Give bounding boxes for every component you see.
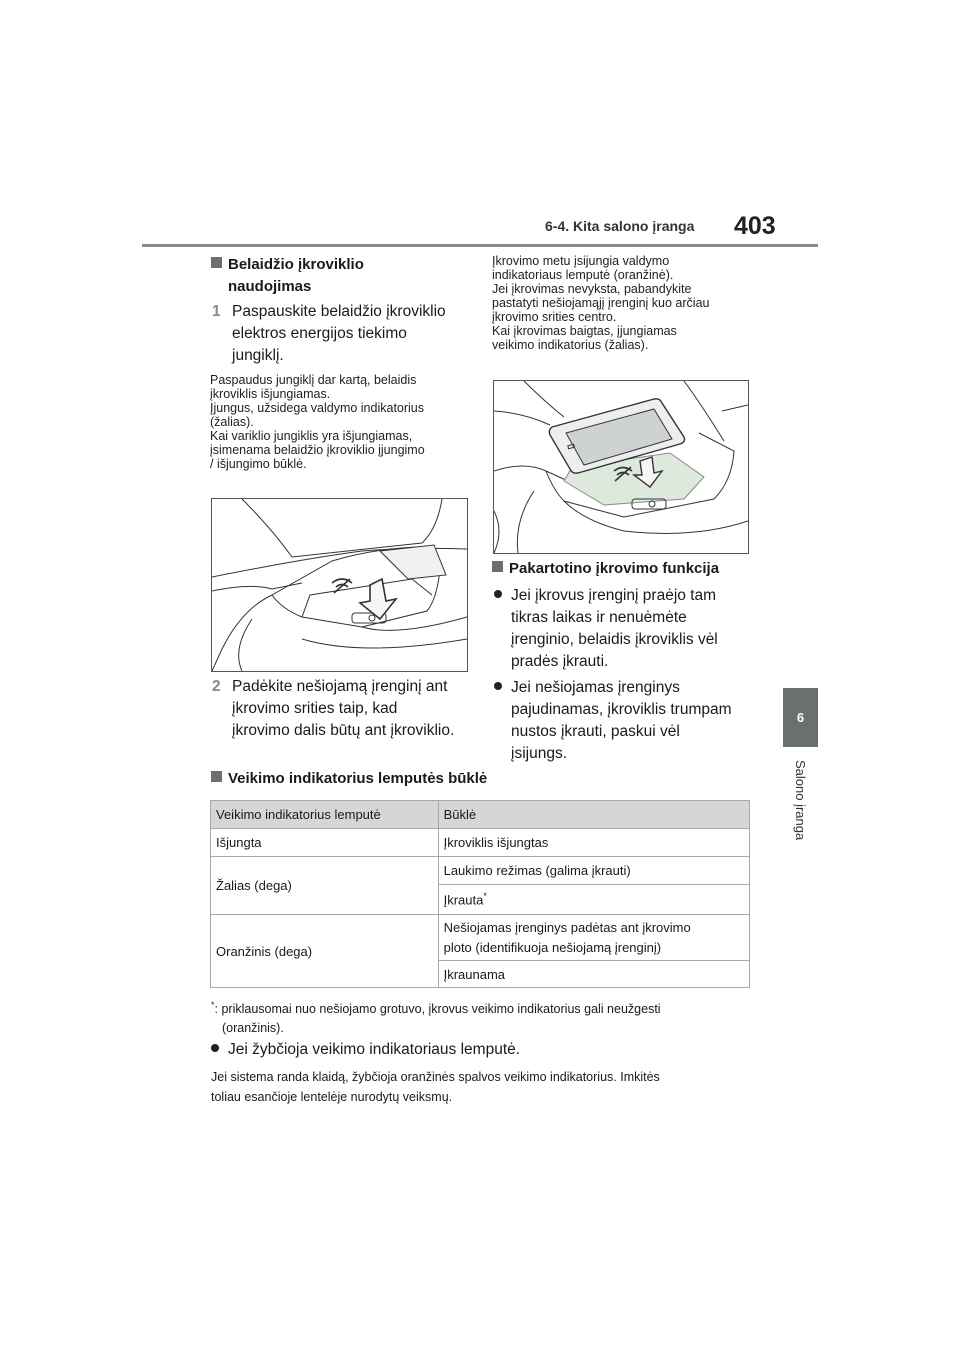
- left-heading-line1: Belaidžio įkroviklio: [228, 256, 364, 273]
- indicator-heading: [211, 768, 751, 790]
- bullet-line: Jei įkrovus įrenginį praėjo tam: [511, 587, 717, 604]
- bullet-line: tikras laikas ir nenuėmėte: [511, 609, 687, 626]
- table-row: [211, 857, 750, 885]
- heading-marker-icon: [211, 257, 222, 268]
- footnote-line: : priklausomai nuo nešiojamo grotuvo, įkrovus veikimo indikatorius gali neužgesti: [214, 1002, 661, 1017]
- flashing-explanation: [211, 1067, 756, 1107]
- table-header-row: [211, 801, 750, 829]
- note-line: indikatoriaus lemputė (oranžinė).: [492, 268, 674, 282]
- step-2-number: 2: [212, 678, 221, 695]
- recharge-heading: [492, 558, 754, 580]
- bullet-line: Jei nešiojamas įrenginys: [511, 679, 680, 696]
- indicator-status-table: [210, 800, 750, 988]
- table-cell: Išjungta: [211, 829, 439, 857]
- bullet-line: įrenginio, belaidis įkroviklis vėl: [511, 631, 718, 648]
- table-cell: Laukimo režimas (galima įkrauti): [438, 857, 749, 885]
- note-line: įsimenama belaidžio įkroviklio įjungimo: [210, 443, 425, 457]
- bullet-line: nustos įkrauti, paskui vėl: [511, 723, 680, 740]
- table-cell: [438, 885, 749, 915]
- section-title: 6-4. Kita salono įranga: [545, 218, 695, 234]
- header-rule: [142, 244, 818, 247]
- heading-marker-icon: [211, 771, 222, 782]
- step-1-line: jungiklį.: [232, 347, 284, 364]
- recharge-heading-text: Pakartotino įkrovimo funkcija: [509, 560, 720, 577]
- table-header-cell: Veikimo indikatorius lemputė: [211, 801, 439, 829]
- note-2: [492, 254, 754, 352]
- cell-line: ploto (identifikuoja nešiojamą įrenginį): [443, 939, 662, 955]
- note-line: / išjungimo būklė.: [210, 457, 307, 471]
- bullet-line: pajudinamas, įkroviklis trumpam: [511, 701, 732, 718]
- step-2-line: įkrovimo dalis būtų ant įkroviklio.: [232, 722, 455, 739]
- paragraph-line: Jei sistema randa klaidą, žybčioja oranžinės spalvos veikimo indikatorius. Imkitės: [211, 1070, 660, 1084]
- phone-on-charger-illustration: [493, 380, 749, 554]
- bullet-line: pradės įkrauti.: [511, 653, 609, 670]
- page-number: 403: [734, 212, 776, 240]
- step-1: [212, 301, 474, 367]
- bullet-icon: [494, 682, 502, 690]
- note-line: pastatyti nešiojamąjį įrenginį kuo arčiau: [492, 296, 710, 310]
- table-cell: Žalias (dega): [211, 857, 439, 915]
- step-1-line: elektros energijos tiekimo: [232, 325, 407, 342]
- note-line: Jei įkrovimas nevyksta, pabandykite: [492, 282, 692, 296]
- chapter-tab: 6: [783, 688, 818, 747]
- table-header-cell: Būklė: [438, 801, 749, 829]
- table-cell: Įkroviklis išjungtas: [438, 829, 749, 857]
- charger-switch-illustration: [211, 498, 468, 672]
- bullet-line: įsijungs.: [511, 745, 567, 762]
- note-line: Paspaudus jungiklį dar kartą, belaidis: [210, 373, 417, 387]
- note-line: Kai variklio jungiklis yra išjungiamas,: [210, 429, 413, 443]
- asterisk-mark: *: [483, 891, 487, 902]
- cell-line: Nešiojamas įrenginys padėtas ant įkrovimo: [443, 919, 691, 935]
- step-1-line: Paspauskite belaidžio įkroviklio: [232, 303, 446, 320]
- note-line: veikimo indikatorius (žalias).: [492, 338, 649, 352]
- chapter-label-text: Salono įranga: [793, 760, 808, 841]
- note-1: [210, 373, 472, 471]
- note-line: įkrovimo srities centro.: [492, 310, 617, 324]
- recharge-bullet-1: [494, 585, 756, 673]
- step-2-line: Padėkite nešiojamą įrenginį ant: [232, 678, 448, 695]
- bullet-icon: [494, 590, 502, 598]
- note-line: (žalias).: [210, 415, 254, 429]
- left-heading-line2: naudojimas: [228, 278, 312, 295]
- flashing-bullet: [211, 1039, 756, 1061]
- left-heading: [211, 254, 473, 298]
- paragraph-line: toliau esančioje lentelėje nurodytų veiksmų.: [211, 1090, 453, 1104]
- note-line: įkroviklis išjungiamas.: [210, 387, 331, 401]
- footnote-line: (oranžinis).: [222, 1021, 284, 1036]
- note-line: Įkrovimo metu įsijungia valdymo: [492, 254, 670, 268]
- step-1-number: 1: [212, 303, 221, 320]
- bullet-icon: [211, 1044, 219, 1052]
- asterisk-mark: *: [211, 1000, 215, 1010]
- heading-marker-icon: [492, 561, 503, 572]
- recharge-bullet-2: [494, 677, 756, 765]
- step-2-line: įkrovimo srities taip, kad: [232, 700, 398, 717]
- step-2: [212, 676, 474, 742]
- table-footnote: [211, 996, 756, 1038]
- table-cell: Oranžinis (dega): [211, 915, 439, 988]
- table-row: [211, 915, 750, 961]
- note-line: Įjungus, užsidega valdymo indikatorius: [210, 401, 425, 415]
- table-row: [211, 829, 750, 857]
- cell-text: Įkrauta: [443, 892, 484, 908]
- table-cell: [438, 915, 749, 961]
- chapter-label: [770, 760, 830, 860]
- note-line: Kai įkrovimas baigtas, įjungiamas: [492, 324, 677, 338]
- bullet-text: Jei žybčioja veikimo indikatoriaus lemputė.: [228, 1041, 521, 1058]
- table-cell: Įkraunama: [438, 961, 749, 988]
- indicator-heading-text: Veikimo indikatorius lemputės būklė: [228, 770, 488, 787]
